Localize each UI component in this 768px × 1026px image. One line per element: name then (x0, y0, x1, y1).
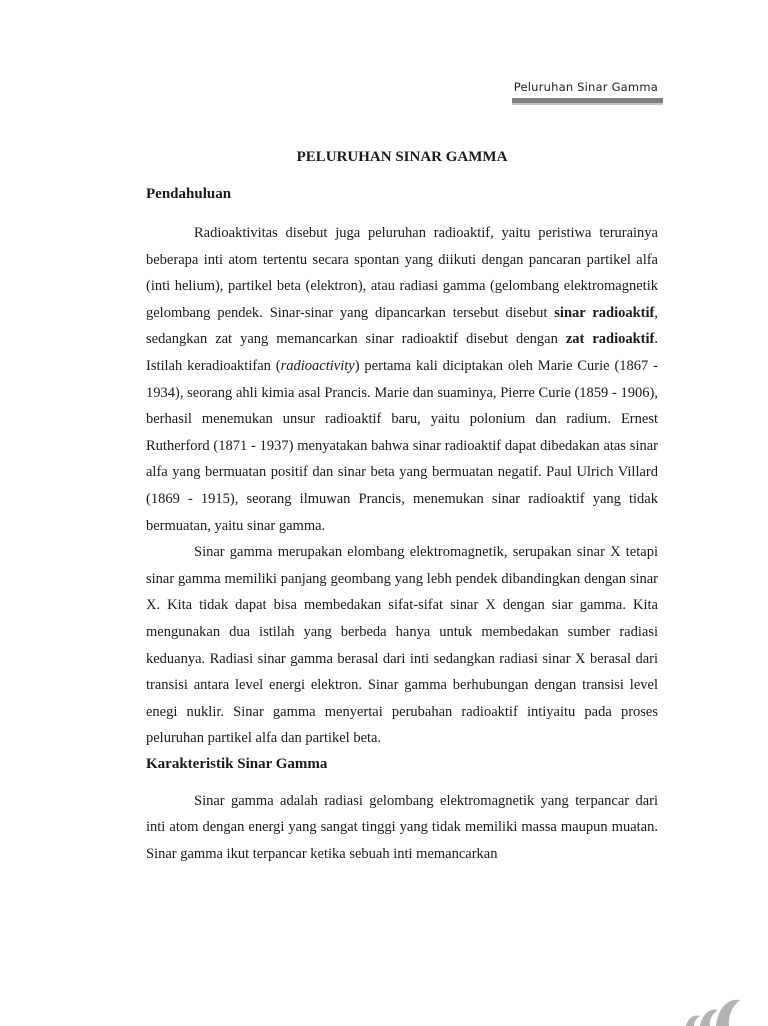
document-title: PELURUHAN SINAR GAMMA (296, 149, 508, 165)
corner-decoration-icon (682, 996, 752, 1026)
paragraph-intro-1 (146, 220, 658, 539)
header-rule (512, 98, 663, 103)
term-zat-radioaktif: zat radioaktif (565, 331, 655, 348)
section-heading-karakteristik: Karakteristik Sinar Gamma (146, 755, 328, 772)
text-segment: ) pertama kali diciptakan oleh Marie Curie (1867 - 1934), seorang ahli kimia asal Prancis. Marie dan suaminya, Pierre Curie (1859 - 1906), berhasil menemukan unsur radioaktif baru, yaitu polonium dan radium. Ernest Rutherford (1871 - 1937) menyatakan bahwa sinar radioaktif dapat dibedakan atas sinar alfa yang bermuatan positif dan sinar beta yang bermuatan negatif. Paul Ulrich Villard (1869 - 1915), seorang ilmuwan Prancis, menemukan sinar radioaktif yang tidak bermuatan, yaitu sinar gamma. (146, 357, 658, 534)
page-body (146, 147, 658, 868)
running-header: Peluruhan Sinar Gamma (513, 80, 658, 94)
text-segment: Radioaktivitas disebut juga peluruhan radioaktif, yaitu peristiwa terurainya beberapa inti atom tertentu secara spontan yang diikuti dengan pancaran partikel alfa (inti helium), partikel beta (elektron), atau radiasi gamma (gelombang elektromagnetik gelombang pendek. Sinar-sinar yang dipancarkan tersebut disebut (146, 225, 658, 321)
term-sinar-radioaktif: sinar radioaktif (554, 304, 655, 321)
paragraph-intro-2: Sinar gamma merupakan elombang elektromagnetik, serupakan sinar X tetapi sinar gamma memiliki panjang geombang yang lebh pendek dibandingkan dengan sinar X. Kita tidak dapat bisa membedakan sifat-sifat sinar X dengan siar gamma. Kita mengunakan dua istilah yang berbeda hanya untuk membedakan sumber radiasi keduanya. Radiasi sinar gamma berasal dari inti sedangkan radiasi sinar X berasal dari transisi antara level energi elektron. Sinar gamma berhubungan dengan transisi level enegi nuklir. Sinar gamma menyertai perubahan radioaktif intiyaitu pada proses peluruhan partikel alfa dan partikel beta. (146, 544, 658, 747)
term-radioactivity: radioactivity (280, 357, 355, 374)
text-segment: , sedangkan zat yang memancarkan sinar radioaktif disebut dengan (146, 304, 658, 348)
paragraph-karakteristik-1: Sinar gamma adalah radiasi gelombang elektromagnetik yang terpancar dari inti atom dengan energi yang sangat tinggi yang tidak memiliki massa maupun muatan. Sinar gamma ikut terpancar ketika sebuah inti memancarkan (146, 792, 658, 863)
text-segment: . Istilah keradioaktifan ( (146, 331, 658, 374)
section-heading-pendahuluan: Pendahuluan (146, 186, 232, 202)
